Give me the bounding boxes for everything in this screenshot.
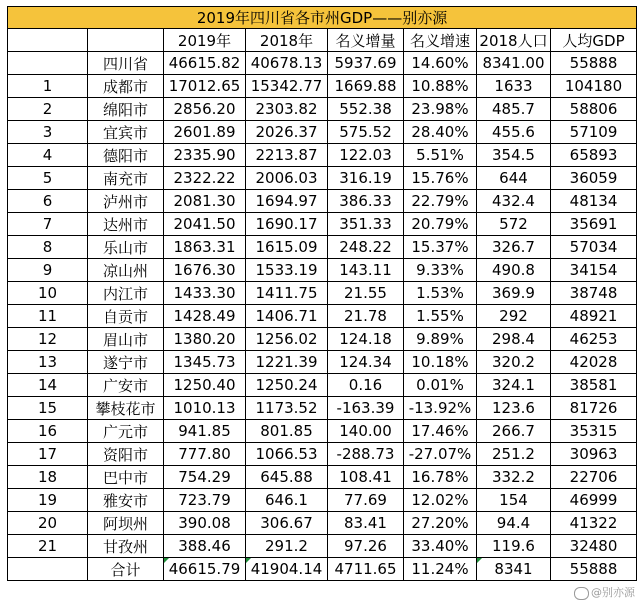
cell-idx [8, 52, 88, 75]
cell-gdp2019: 777.80 [164, 443, 246, 466]
cell-pop: 455.6 [477, 121, 551, 144]
cell-pop: 251.2 [477, 443, 551, 466]
cell-idx: 17 [8, 443, 88, 466]
table-row [8, 512, 637, 535]
table-row [8, 121, 637, 144]
cell-idx: 7 [8, 213, 88, 236]
table-row [8, 397, 637, 420]
cell-pop: 326.7 [477, 236, 551, 259]
cell-idx [8, 558, 88, 581]
cell-gdp2018: 1250.24 [246, 374, 328, 397]
cell-name: 广元市 [88, 420, 164, 443]
cell-increase: 77.69 [328, 489, 404, 512]
cell-gdp2019: 46615.82 [164, 52, 246, 75]
cell-gdp2019: 2041.50 [164, 213, 246, 236]
header-row [8, 29, 637, 52]
cell-per-capita: 55888 [551, 52, 637, 75]
cell-idx: 11 [8, 305, 88, 328]
cell-growth: 22.79% [404, 190, 477, 213]
header-cell-name [88, 29, 164, 52]
cell-name: 自贡市 [88, 305, 164, 328]
cell-name: 合计 [88, 558, 164, 581]
cell-gdp2019: 1428.49 [164, 305, 246, 328]
cell-growth: 10.88% [404, 75, 477, 98]
cell-name: 资阳市 [88, 443, 164, 466]
cell-pop: 119.6 [477, 535, 551, 558]
cell-idx: 13 [8, 351, 88, 374]
cell-name: 雅安市 [88, 489, 164, 512]
cell-increase: 248.22 [328, 236, 404, 259]
table-row [8, 282, 637, 305]
cell-growth: 5.51% [404, 144, 477, 167]
cell-per-capita: 38748 [551, 282, 637, 305]
cell-idx: 3 [8, 121, 88, 144]
table-row [8, 190, 637, 213]
table-row [8, 466, 637, 489]
header-cell-population: 2018人口 [477, 29, 551, 52]
cell-name: 绵阳市 [88, 98, 164, 121]
cell-pop: 490.8 [477, 259, 551, 282]
cell-name: 眉山市 [88, 328, 164, 351]
cell-increase: 351.33 [328, 213, 404, 236]
cell-increase: 124.34 [328, 351, 404, 374]
cell-pop: 154 [477, 489, 551, 512]
cell-growth: 33.40% [404, 535, 477, 558]
cell-gdp2019: 1250.40 [164, 374, 246, 397]
cell-name: 攀枝花市 [88, 397, 164, 420]
table-row [8, 259, 637, 282]
cell-idx: 6 [8, 190, 88, 213]
cell-idx: 8 [8, 236, 88, 259]
table-row [8, 351, 637, 374]
cell-idx: 20 [8, 512, 88, 535]
cell-growth: 15.76% [404, 167, 477, 190]
cell-name: 德阳市 [88, 144, 164, 167]
cell-name: 内江市 [88, 282, 164, 305]
cell-name: 凉山州 [88, 259, 164, 282]
cell-per-capita: 48134 [551, 190, 637, 213]
cell-per-capita: 30963 [551, 443, 637, 466]
cell-growth: -13.92% [404, 397, 477, 420]
cell-growth: 9.33% [404, 259, 477, 282]
cell-per-capita: 46253 [551, 328, 637, 351]
cell-name: 甘孜州 [88, 535, 164, 558]
cell-increase: -163.39 [328, 397, 404, 420]
cell-gdp2018: 1173.52 [246, 397, 328, 420]
cell-name: 成都市 [88, 75, 164, 98]
table-row [8, 213, 637, 236]
cell-gdp2019: 2856.20 [164, 98, 246, 121]
cell-growth: 1.55% [404, 305, 477, 328]
cell-idx: 14 [8, 374, 88, 397]
header-cell-increase: 名义增量 [328, 29, 404, 52]
cell-pop: 1633 [477, 75, 551, 98]
cell-gdp2019: 1863.31 [164, 236, 246, 259]
header-cell-index [8, 29, 88, 52]
cell-gdp2018: 306.67 [246, 512, 328, 535]
cell-growth: 23.98% [404, 98, 477, 121]
cell-pop: 123.6 [477, 397, 551, 420]
cell-idx: 4 [8, 144, 88, 167]
cell-gdp2018: 2026.37 [246, 121, 328, 144]
table-row [8, 144, 637, 167]
table-row [8, 236, 637, 259]
cell-per-capita: 42028 [551, 351, 637, 374]
cell-name: 巴中市 [88, 466, 164, 489]
total-row [8, 558, 637, 581]
cell-gdp2019: 2322.22 [164, 167, 246, 190]
cell-gdp2019: 2081.30 [164, 190, 246, 213]
cell-name: 达州市 [88, 213, 164, 236]
cell-per-capita: 32480 [551, 535, 637, 558]
cell-idx: 2 [8, 98, 88, 121]
cell-increase: 140.00 [328, 420, 404, 443]
cell-pop: 8341.00 [477, 52, 551, 75]
cell-growth: 28.40% [404, 121, 477, 144]
watermark-text: @别亦源 [591, 586, 635, 599]
cell-pop: 292 [477, 305, 551, 328]
cell-increase: 5937.69 [328, 52, 404, 75]
cell-pop: 324.1 [477, 374, 551, 397]
cell-gdp2019: 754.29 [164, 466, 246, 489]
cell-increase: 4711.65 [328, 558, 404, 581]
cell-name: 乐山市 [88, 236, 164, 259]
cell-growth: 10.18% [404, 351, 477, 374]
cell-per-capita: 65893 [551, 144, 637, 167]
cell-increase: 124.18 [328, 328, 404, 351]
table-row [8, 489, 637, 512]
cell-gdp2018: 1533.19 [246, 259, 328, 282]
cell-per-capita: 22706 [551, 466, 637, 489]
cell-growth: 16.78% [404, 466, 477, 489]
cell-increase: 122.03 [328, 144, 404, 167]
cell-gdp2018: 2213.87 [246, 144, 328, 167]
table-row [8, 374, 637, 397]
cell-per-capita: 36059 [551, 167, 637, 190]
cell-idx: 1 [8, 75, 88, 98]
cell-gdp2019: 1676.30 [164, 259, 246, 282]
cell-gdp2019: 2335.90 [164, 144, 246, 167]
cell-gdp2019: 2601.89 [164, 121, 246, 144]
cell-per-capita: 48921 [551, 305, 637, 328]
cell-idx: 10 [8, 282, 88, 305]
watermark [574, 584, 635, 600]
cell-increase: 83.41 [328, 512, 404, 535]
cell-gdp2018: 2303.82 [246, 98, 328, 121]
header-cell-growth: 名义增速 [404, 29, 477, 52]
cell-per-capita: 41322 [551, 512, 637, 535]
cell-name: 广安市 [88, 374, 164, 397]
cell-increase: 108.41 [328, 466, 404, 489]
cell-growth: -27.07% [404, 443, 477, 466]
cell-idx: 12 [8, 328, 88, 351]
cell-increase: 0.16 [328, 374, 404, 397]
cell-idx: 5 [8, 167, 88, 190]
cell-growth: 9.89% [404, 328, 477, 351]
cell-idx: 16 [8, 420, 88, 443]
cell-per-capita: 104180 [551, 75, 637, 98]
cell-gdp2018: 1690.17 [246, 213, 328, 236]
cell-per-capita: 46999 [551, 489, 637, 512]
table-row [8, 328, 637, 351]
cell-gdp2018: 15342.77 [246, 75, 328, 98]
cell-increase: 575.52 [328, 121, 404, 144]
cell-increase: 552.38 [328, 98, 404, 121]
cell-gdp2018: 291.2 [246, 535, 328, 558]
cell-growth: 12.02% [404, 489, 477, 512]
cell-per-capita: 35691 [551, 213, 637, 236]
cell-idx: 9 [8, 259, 88, 282]
cell-per-capita: 55888 [551, 558, 637, 581]
cell-pop: 266.7 [477, 420, 551, 443]
cell-increase: 97.26 [328, 535, 404, 558]
spreadsheet [7, 6, 636, 581]
cell-gdp2018: 646.1 [246, 489, 328, 512]
cell-gdp2018: 41904.14 [246, 558, 328, 581]
table-row [8, 443, 637, 466]
cell-gdp2019: 723.79 [164, 489, 246, 512]
cell-pop: 320.2 [477, 351, 551, 374]
cell-name: 泸州市 [88, 190, 164, 213]
cell-per-capita: 34154 [551, 259, 637, 282]
cell-growth: 17.46% [404, 420, 477, 443]
cell-name: 南充市 [88, 167, 164, 190]
cell-gdp2019: 941.85 [164, 420, 246, 443]
cell-pop: 298.4 [477, 328, 551, 351]
cell-gdp2019: 390.08 [164, 512, 246, 535]
cell-gdp2018: 40678.13 [246, 52, 328, 75]
cell-gdp2018: 1221.39 [246, 351, 328, 374]
cell-name: 宜宾市 [88, 121, 164, 144]
cell-pop: 572 [477, 213, 551, 236]
cell-gdp2019: 1010.13 [164, 397, 246, 420]
weibo-logo-icon [574, 587, 589, 600]
cell-gdp2019: 388.46 [164, 535, 246, 558]
cell-gdp2018: 1411.75 [246, 282, 328, 305]
table-row [8, 98, 637, 121]
table-row [8, 535, 637, 558]
cell-increase: 386.33 [328, 190, 404, 213]
cell-pop: 644 [477, 167, 551, 190]
cell-per-capita: 81726 [551, 397, 637, 420]
province-row [8, 52, 637, 75]
cell-pop: 8341 [477, 558, 551, 581]
cell-idx: 21 [8, 535, 88, 558]
cell-increase: 143.11 [328, 259, 404, 282]
cell-gdp2018: 1615.09 [246, 236, 328, 259]
cell-gdp2018: 1256.02 [246, 328, 328, 351]
cell-per-capita: 57034 [551, 236, 637, 259]
header-cell-per-capita: 人均GDP [551, 29, 637, 52]
cell-increase: 21.55 [328, 282, 404, 305]
cell-gdp2019: 46615.79 [164, 558, 246, 581]
cell-increase: 316.19 [328, 167, 404, 190]
cell-name: 四川省 [88, 52, 164, 75]
cell-gdp2019: 17012.65 [164, 75, 246, 98]
cell-pop: 354.5 [477, 144, 551, 167]
cell-gdp2019: 1433.30 [164, 282, 246, 305]
cell-idx: 18 [8, 466, 88, 489]
cell-increase: 21.78 [328, 305, 404, 328]
cell-idx: 19 [8, 489, 88, 512]
cell-pop: 369.9 [477, 282, 551, 305]
cell-name: 遂宁市 [88, 351, 164, 374]
cell-growth: 14.60% [404, 52, 477, 75]
cell-pop: 432.4 [477, 190, 551, 213]
cell-gdp2019: 1380.20 [164, 328, 246, 351]
cell-growth: 1.53% [404, 282, 477, 305]
table-row [8, 305, 637, 328]
table-title: 2019年四川省各市州GDP——别亦源 [8, 7, 637, 29]
cell-growth: 27.20% [404, 512, 477, 535]
table-row [8, 167, 637, 190]
cell-pop: 94.4 [477, 512, 551, 535]
header-cell-gdp2019: 2019年 [164, 29, 246, 52]
cell-gdp2018: 1066.53 [246, 443, 328, 466]
cell-gdp2018: 2006.03 [246, 167, 328, 190]
cell-pop: 332.2 [477, 466, 551, 489]
cell-name: 阿坝州 [88, 512, 164, 535]
cell-increase: -288.73 [328, 443, 404, 466]
title-row [8, 7, 637, 29]
header-cell-gdp2018: 2018年 [246, 29, 328, 52]
cell-growth: 11.24% [404, 558, 477, 581]
gdp-table [7, 6, 637, 581]
cell-gdp2019: 1345.73 [164, 351, 246, 374]
cell-idx: 15 [8, 397, 88, 420]
cell-growth: 20.79% [404, 213, 477, 236]
cell-per-capita: 57109 [551, 121, 637, 144]
cell-gdp2018: 645.88 [246, 466, 328, 489]
table-row [8, 420, 637, 443]
cell-gdp2018: 1694.97 [246, 190, 328, 213]
cell-increase: 1669.88 [328, 75, 404, 98]
cell-growth: 0.01% [404, 374, 477, 397]
cell-per-capita: 58806 [551, 98, 637, 121]
table-row [8, 75, 637, 98]
cell-per-capita: 38581 [551, 374, 637, 397]
cell-gdp2018: 1406.71 [246, 305, 328, 328]
cell-pop: 485.7 [477, 98, 551, 121]
cell-gdp2018: 801.85 [246, 420, 328, 443]
cell-growth: 15.37% [404, 236, 477, 259]
cell-per-capita: 35315 [551, 420, 637, 443]
